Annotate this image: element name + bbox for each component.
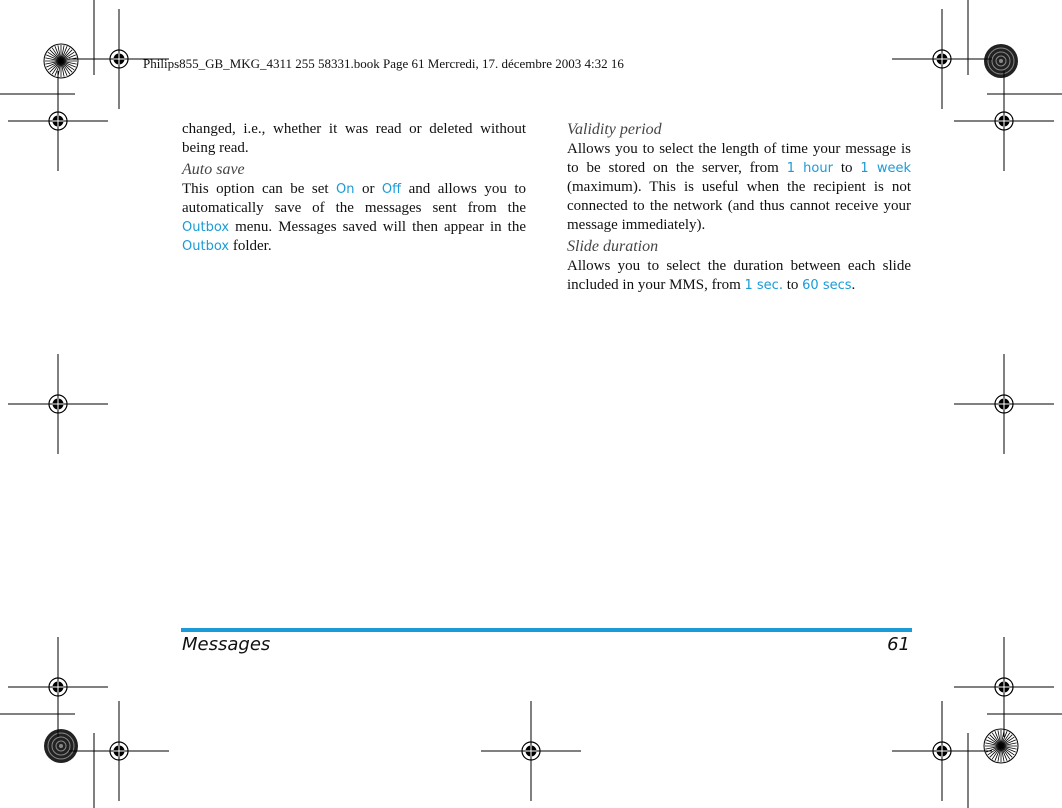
text-run: menu. Messages saved will then appear in the — [229, 219, 526, 235]
menu-term-outbox: Outbox — [182, 220, 230, 235]
text-run: to — [832, 160, 861, 176]
text-run: (maximum). This is useful when the recipient is not connected to the network (and thus cannot receive your message immediately). — [567, 179, 911, 233]
intro-paragraph: changed, i.e., whether it was read or deleted without being read. — [182, 121, 526, 156]
menu-term-60-secs: 60 secs — [802, 278, 852, 293]
auto-save-paragraph — [182, 180, 526, 256]
page-number: 61 — [887, 634, 910, 655]
menu-term-on: On — [336, 182, 355, 197]
menu-term-1-week: 1 week — [860, 161, 912, 176]
slide-duration-paragraph — [567, 257, 911, 295]
text-run: to — [782, 277, 803, 293]
footer-rule — [181, 628, 912, 632]
validity-period-heading: Validity period — [567, 121, 662, 138]
menu-term-outbox: Outbox — [182, 239, 230, 254]
text-run: . — [851, 277, 856, 293]
menu-term-off: Off — [381, 182, 402, 197]
text-run: and allows you to automatically save of the messages sent from the — [182, 181, 526, 216]
validity-period-paragraph — [567, 140, 911, 235]
menu-term-1-sec: 1 sec. — [744, 278, 783, 293]
right-column — [567, 120, 911, 295]
menu-term-1-hour: 1 hour — [786, 161, 833, 176]
text-run: Allows you to select the duration between each slide included in your MMS, from — [567, 258, 911, 293]
text-run: or — [354, 181, 382, 197]
auto-save-heading: Auto save — [182, 161, 245, 178]
slide-duration-heading: Slide duration — [567, 238, 659, 255]
left-column — [182, 120, 526, 256]
text-run: Allows you to select the length of time your message is to be stored on the server, from — [567, 141, 911, 176]
file-slug: Philips855_GB_MKG_4311 255 58331.book Page 61 Mercredi, 17. décembre 2003 4:32 16 — [143, 56, 624, 71]
text-run: This option can be set — [182, 181, 336, 197]
text-run: folder. — [229, 238, 272, 254]
footer-section-title: Messages — [182, 634, 271, 655]
